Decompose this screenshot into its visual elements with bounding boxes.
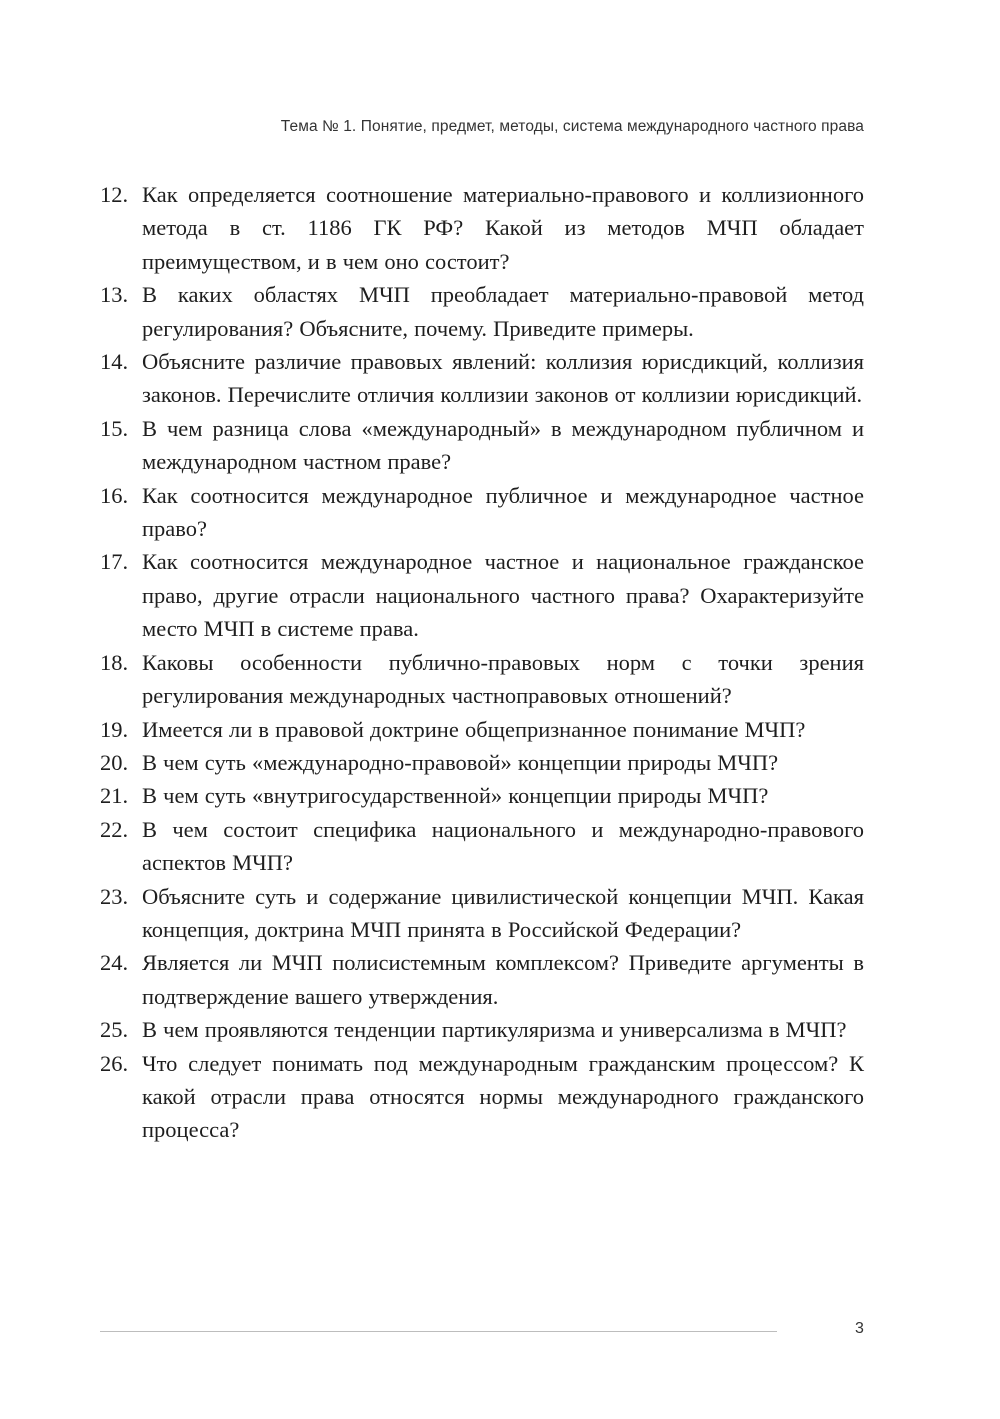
question-list bbox=[100, 178, 864, 1147]
question-number: 13. bbox=[100, 282, 129, 308]
question-number: 24. bbox=[100, 950, 129, 976]
question-text: Имеется ли в правовой доктрине общепризнанное понимание МЧП? bbox=[142, 716, 806, 742]
question-text: Каковы особенности публично-правовых норм с точки зрения регулирования международных частноправовых отношений? bbox=[142, 649, 864, 709]
question-number: 16. bbox=[100, 482, 129, 508]
question-text: Является ли МЧП полисистемным комплексом? Приведите аргументы в подтверждение вашего утверждения. bbox=[142, 950, 864, 1009]
question-item bbox=[100, 713, 864, 746]
question-text: В чем суть «международно-правовой» концепции природы МЧП? bbox=[142, 749, 779, 775]
question-text: Как определяется соотношение материально-правового и коллизионного метода в ст. 1186 ГК РФ? Какой из методов МЧП обладает преимуществом, и в чем оно состоит? bbox=[142, 182, 864, 274]
question-item bbox=[100, 646, 864, 713]
question-item bbox=[100, 813, 864, 880]
question-item bbox=[100, 545, 864, 645]
question-item bbox=[100, 278, 864, 345]
question-text: Как соотносится международное публичное и международное частное право? bbox=[142, 482, 864, 542]
question-item bbox=[100, 412, 864, 479]
question-item bbox=[100, 345, 864, 412]
question-item bbox=[100, 779, 864, 812]
question-number: 19. bbox=[100, 716, 129, 742]
question-text: В чем разница слова «международный» в международном публичном и международном частном праве? bbox=[142, 415, 864, 475]
question-item bbox=[100, 479, 864, 546]
question-item bbox=[100, 178, 864, 278]
question-text: Объясните суть и содержание цивилистической концепции МЧП. Какая концепция, доктрина МЧП принята в Российской Федерации? bbox=[142, 883, 864, 942]
question-number: 14. bbox=[100, 349, 129, 375]
question-number: 26. bbox=[100, 1050, 129, 1076]
question-number: 25. bbox=[100, 1017, 129, 1043]
question-text: В каких областях МЧП преобладает материально-правовой метод регулирования? Объясните, почему. Приведите примеры. bbox=[142, 282, 864, 341]
question-text: В чем проявляются тенденции партикуляризма и универсализма в МЧП? bbox=[142, 1017, 847, 1043]
question-number: 22. bbox=[100, 816, 129, 842]
question-text: Объясните различие правовых явлений: коллизия юрисдикций, коллизия законов. Перечислите отличия коллизии законов от коллизии юрисдикций. bbox=[142, 349, 864, 408]
question-number: 17. bbox=[100, 549, 129, 575]
question-number: 21. bbox=[100, 783, 129, 809]
question-item bbox=[100, 880, 864, 947]
question-text: В чем состоит специфика национального и международно-правового аспектов МЧП? bbox=[142, 816, 864, 876]
question-item bbox=[100, 946, 864, 1013]
question-number: 15. bbox=[100, 415, 129, 441]
question-text: Что следует понимать под международным гражданским процессом? К какой отрасли права относятся нормы международного гражданского процесса? bbox=[142, 1050, 864, 1143]
question-number: 12. bbox=[100, 182, 129, 207]
question-text: Как соотносится международное частное и национальное гражданское право, другие отрасли национального частного права? Охарактеризуйте место МЧП в системе права. bbox=[142, 549, 864, 642]
running-header: Тема № 1. Понятие, предмет, методы, система международного частного права bbox=[280, 118, 864, 135]
question-number: 20. bbox=[100, 749, 129, 775]
question-text: В чем суть «внутригосударственной» концепции природы МЧП? bbox=[142, 783, 769, 809]
question-item bbox=[100, 1047, 864, 1147]
page-number: 3 bbox=[855, 1320, 864, 1337]
footer-divider bbox=[100, 1331, 777, 1332]
question-number: 18. bbox=[100, 649, 129, 675]
question-item bbox=[100, 1013, 864, 1046]
question-number: 23. bbox=[100, 883, 129, 909]
question-item bbox=[100, 746, 864, 779]
